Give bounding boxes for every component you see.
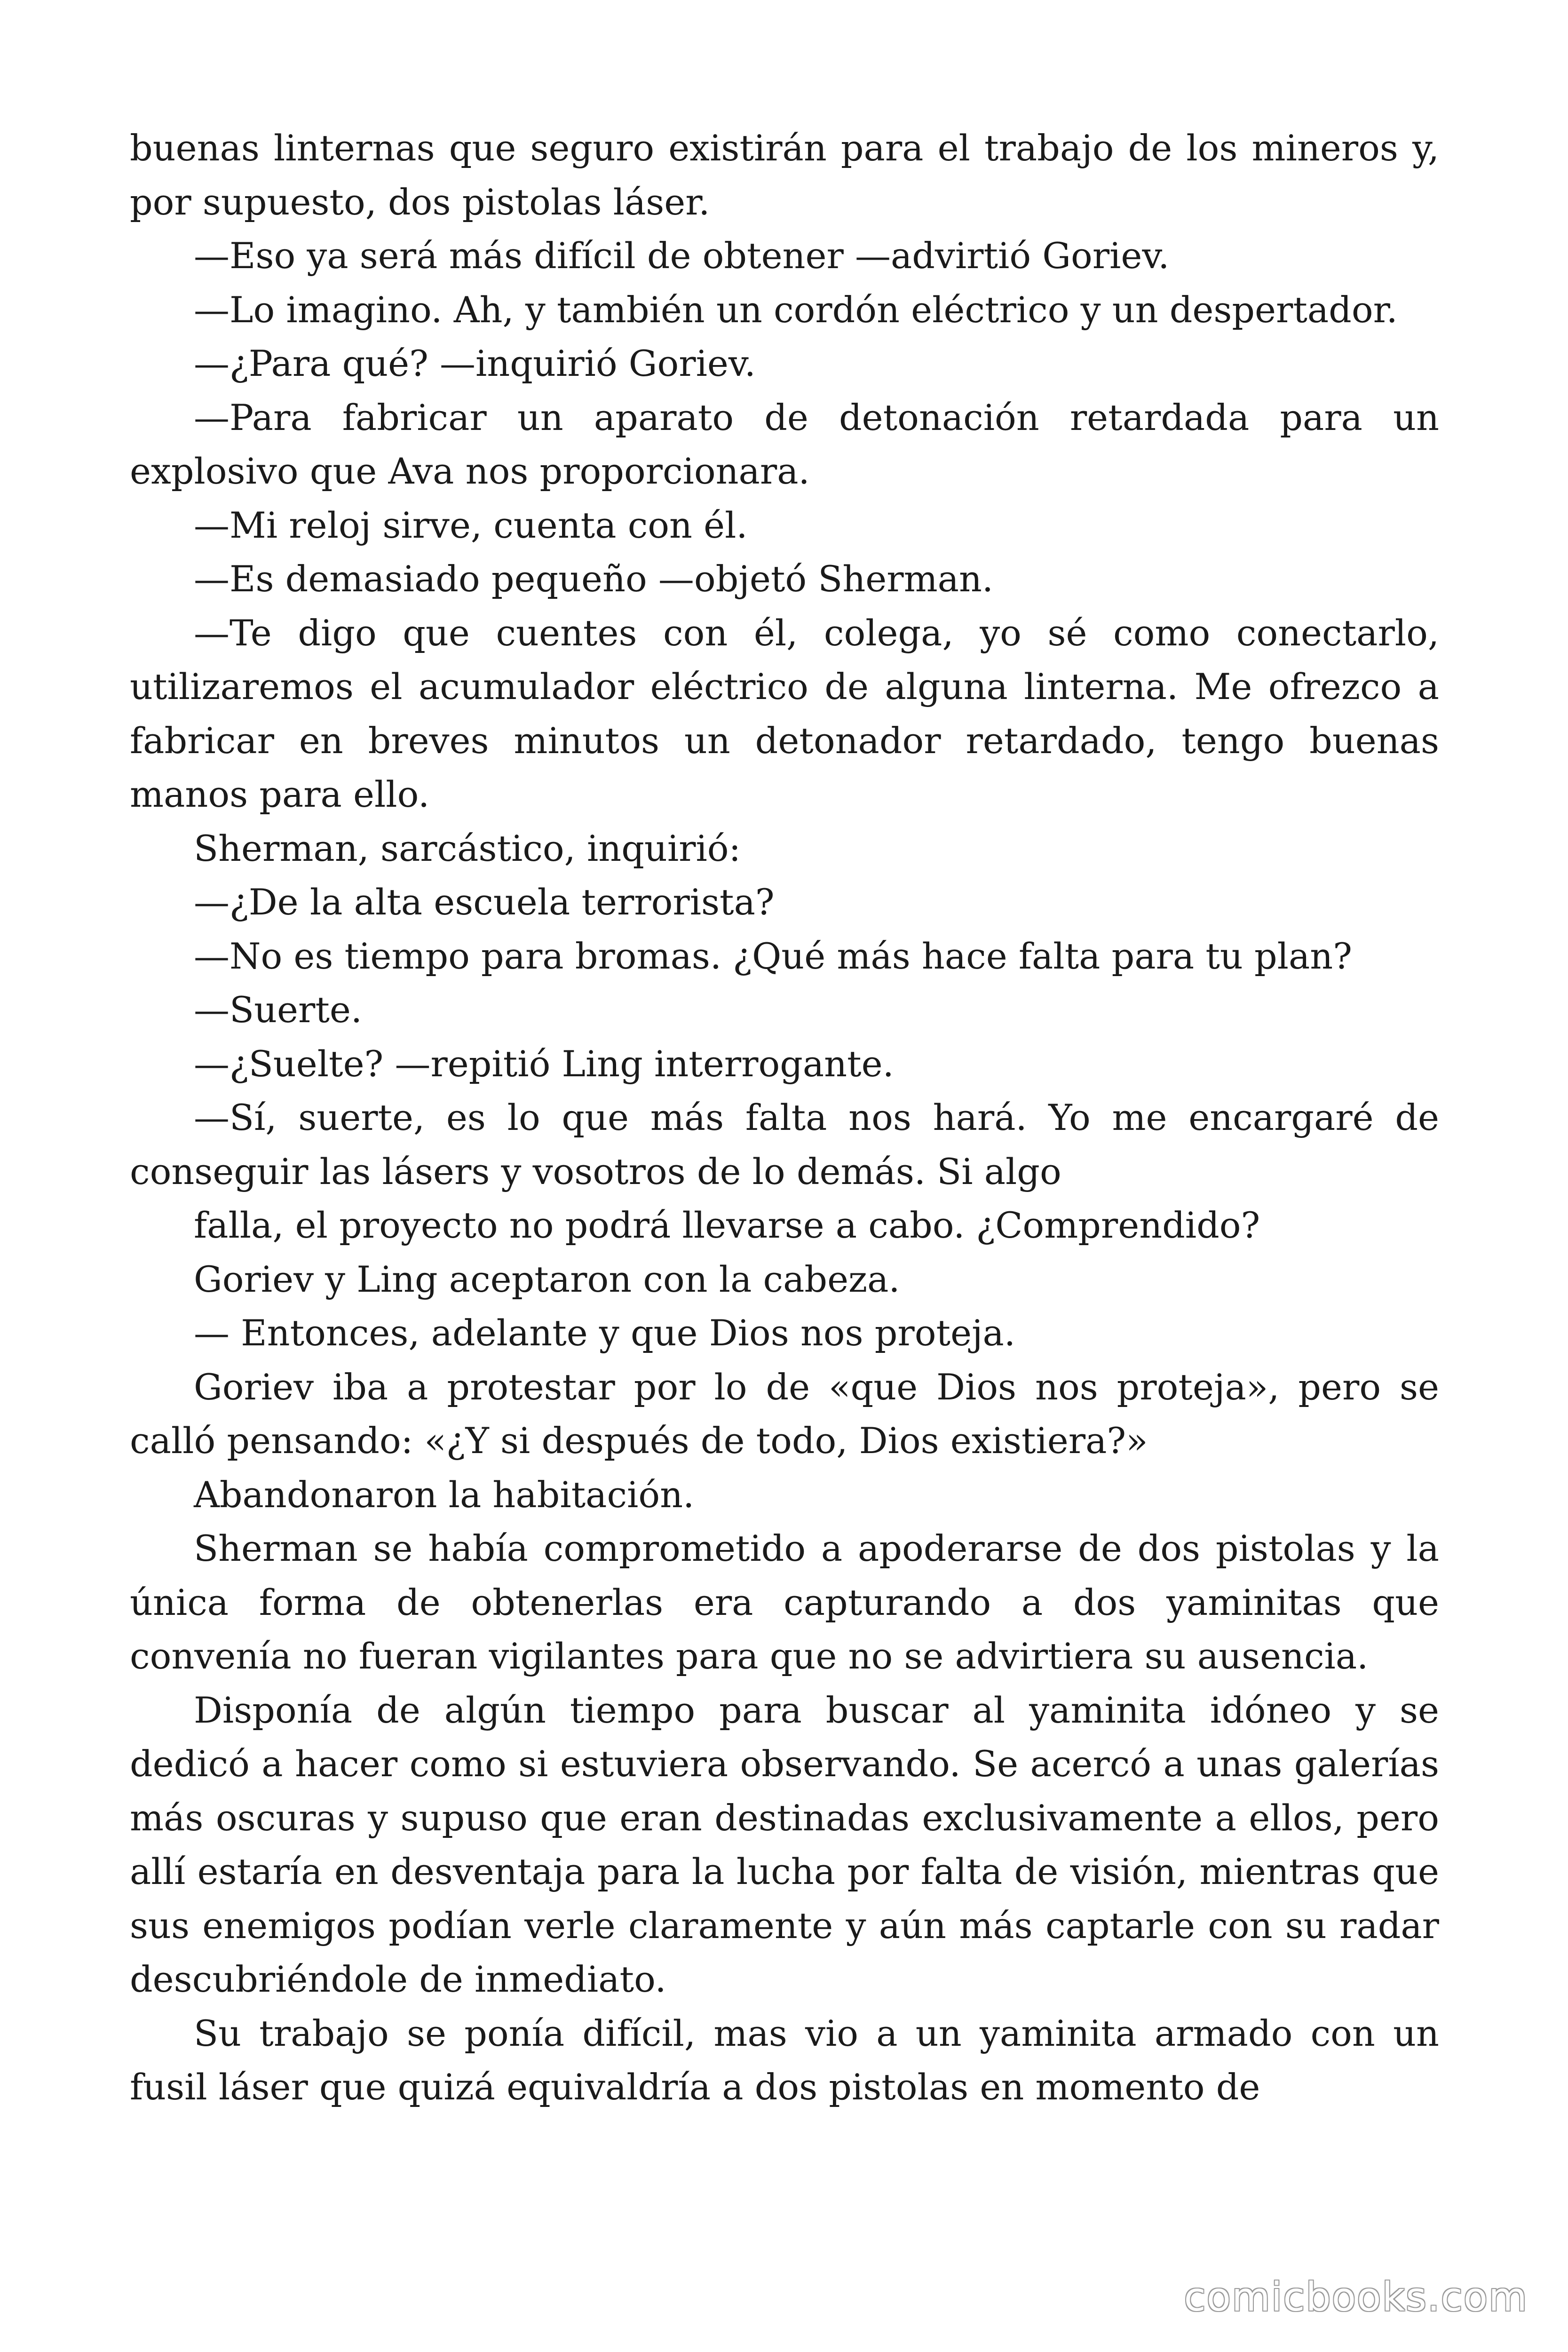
paragraph-15: falla, el proyecto no podrá llevarse a cabo. ¿Comprendido? [194,1204,1260,1246]
paragraph-10: —¿De la alta escuela terrorista? [194,881,775,923]
paragraph-11: —No es tiempo para bromas. ¿Qué más hace falta para tu plan? [194,935,1352,977]
paragraph-4: —¿Para qué? —inquirió Goriev. [194,342,756,384]
paragraph-2: —Eso ya será más difícil de obtener —advirtió Goriev. [194,235,1170,277]
paragraph-22: Su trabajo se ponía difícil, mas vio a un yaminita armado con un fusil láser que quizá equivaldría a dos pistolas en momento de [130,2012,1439,2108]
paragraph-19: Abandonaron la habitación. [194,1473,695,1516]
paragraph-12: —Suerte. [194,989,362,1031]
paragraph-1: buenas linternas que seguro existirán para el trabajo de los mineros y, por supuesto, dos pistolas láser. [130,127,1439,223]
page-body [130,121,1439,2114]
paragraph-6: —Mi reloj sirve, cuenta con él. [194,504,748,546]
paragraph-20: Sherman se había comprometido a apoderarse de dos pistolas y la única forma de obtenerlas era capturando a dos yaminitas que convenía no fueran vigilantes para que no se advirtiera su ausencia. [130,1527,1439,1677]
watermark: comicbooks.com [1184,2274,1528,2320]
paragraph-17: — Entonces, adelante y que Dios nos proteja. [194,1312,1015,1354]
paragraph-14: —Sí, suerte, es lo que más falta nos hará. Yo me encargaré de conseguir las lásers y vosotros de lo demás. Si algo [130,1097,1439,1192]
paragraph-9: Sherman, sarcástico, inquirió: [194,827,741,869]
paragraph-7: —Es demasiado pequeño —objetó Sherman. [194,558,994,600]
paragraph-16: Goriev y Ling aceptaron con la cabeza. [194,1258,900,1300]
paragraph-21: Disponía de algún tiempo para buscar al yaminita idóneo y se dedicó a hacer como si estuviera observando. Se acercó a unas galerías más oscuras y supuso que eran destinadas exclusivamente a ellos, pero allí estaría en desventaja para la lucha por falta de visión, mientras que sus enemigos podían verle claramente y aún más captarle con su radar descubriéndole de inmediato. [130,1689,1439,2000]
paragraph-13: —¿Suelte? —repitió Ling interrogante. [194,1042,894,1085]
paragraph-8: —Te digo que cuentes con él, colega, yo sé como conectarlo, utilizaremos el acumulador eléctrico de alguna linterna. Me ofrezco a fabricar en breves minutos un detonador retardado, tengo buenas manos para ello. [130,612,1439,815]
paragraph-5: —Para fabricar un aparato de detonación retardada para un explosivo que Ava nos proporcionara. [130,396,1439,492]
paragraph-3: —Lo imagino. Ah, y también un cordón eléctrico y un despertador. [194,288,1398,331]
paragraph-18: Goriev iba a protestar por lo de «que Dios nos proteja», pero se calló pensando: «¿Y si después de todo, Dios existiera?» [130,1366,1439,1462]
